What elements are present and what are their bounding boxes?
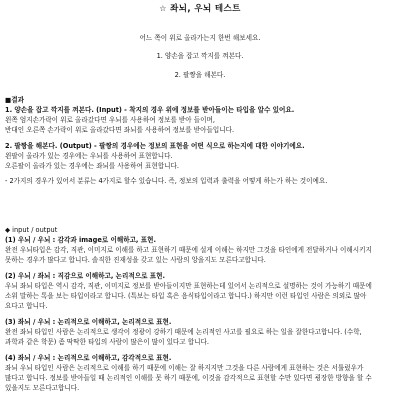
- type-4-line: 많다고 합니다. 정보를 받아들일 때 논리적인 이해를 못 하기 때문에, 이것을 감각적으로 표현할 수만 있다면 굉장한 방향을 할 수: [5, 374, 372, 382]
- result-item-2-line-2: 오른팔이 올라가 있는 경우에는 좌뇌를 사용하여 표현합니다.: [5, 162, 179, 170]
- types-section: [5, 225, 395, 393]
- result-heading: ■결과: [5, 96, 24, 104]
- type-3-line: 과학과 같은 학문) 좀 딱딱한 타입의 사람이 많은이 많이 있다고 합니다.: [5, 338, 209, 346]
- title-text: 좌뇌, 우뇌 테스트: [170, 4, 241, 14]
- page-title: [0, 2, 400, 14]
- intro-step-2: 2. 팔짱을 해본다.: [174, 71, 226, 79]
- intro-step-1: 1. 양손을 잡고 깍지를 껴본다.: [156, 52, 244, 60]
- type-1-line: 못하는 경우가 많다고 합니다. 솔직한 진재성을 갖고 있는 사람의 앙을지도 모른다고합니다.: [5, 256, 266, 264]
- type-1-heading: (1) 우뇌 / 우뇌 : 감각과 image로 이해하고, 표현.: [5, 236, 156, 244]
- type-2-heading: (2) 우뇌 / 좌뇌 : 직감으로 이해하고, 논리적으로 표현.: [5, 272, 166, 280]
- type-2-line: 요다고 합니다.: [5, 302, 48, 310]
- result-item-1-heading: 1. 양손을 잡고 깍지를 껴본다. (Input) - 착지의 경우 위에 정보를 받아들이는 타입을 알수 있어요.: [5, 106, 295, 114]
- result-note: - 2가지의 경우가 있어서 분류는 4가지로 할수 있습니다. 즉, 정보의 입력과 출력을 어떻게 하는가 하는 것이예요.: [5, 177, 328, 185]
- result-item-2-heading: 2. 팔짱을 해본다. (Output) - 팔짱의 경우에는 정보의 표현을 어떤 식으로 하는지에 대한 이야기에요.: [5, 142, 305, 150]
- result-item-1-line-2: 반대인 오른쪽 손가락이 위로 올라갔다면 좌뇌를 사용하여 정보를 받아들입니다.: [5, 126, 235, 134]
- type-1-line: 완전 우뇌타입은 감각, 직관, 이미지로 이해를 하고 표현하기 때문에 설게 이해는 하지만 그것을 타인에게 전달하거나 이해시키지: [5, 246, 372, 254]
- result-item-1-line-1: 왼쪽 엄지손가락이 위로 올라갔다면 우뇌를 사용하여 정보를 받아 들이며,: [5, 116, 215, 124]
- types-heading: ◆ input / output: [5, 226, 58, 234]
- type-4-heading: (4) 좌뇌 / 우뇌 : 논리적으로 이해하고, 감각적으로 표현.: [5, 354, 172, 362]
- star-icon: ☆: [159, 4, 167, 13]
- type-2-line: 우뇌 좌뇌 타입은 역시 감각, 직관, 이미지로 정보를 받아들이지만 표현하는데 있어서 논리적으로 설명하는 것이 가능하기 때문에: [5, 282, 372, 290]
- type-2-line: 소위 말하는 톡을 보는 타입이라고 합니다. (특보는 타입 혹은 음식타입이라고 합니다.) 하지만 이런 타입인 사람은 의외로 많아: [5, 292, 367, 300]
- type-3-heading: (3) 좌뇌 / 우뇌 : 논리적으로 이해하고, 논리적으로 표현.: [5, 318, 172, 326]
- type-4-line: 좌뇌 우뇌 타입인 사람은 논리적으로 이해를 하기 때문에 이해는 잘 하지지만 그것을 다른 사람에게 표현하는 것은 서툴렀우가: [5, 364, 364, 372]
- result-section: [5, 95, 395, 186]
- result-item-2-line-1: 왼팔이 올라가 있는 경우에는 우뇌를 사용하여 표현합니다.: [5, 152, 173, 160]
- intro-line: 어느 쪽이 위로 올라가는지 한번 해보세요.: [139, 34, 261, 42]
- type-3-line: 완전 좌뇌 타입인 사람은 논리적으로 생각이 정광이 강하기 때문에 논리적인 사고를 필요로 하는 일을 잘한다고합니다. (수학,: [5, 328, 362, 336]
- type-4-line: 있을지도 모른다고합니다.: [5, 384, 80, 392]
